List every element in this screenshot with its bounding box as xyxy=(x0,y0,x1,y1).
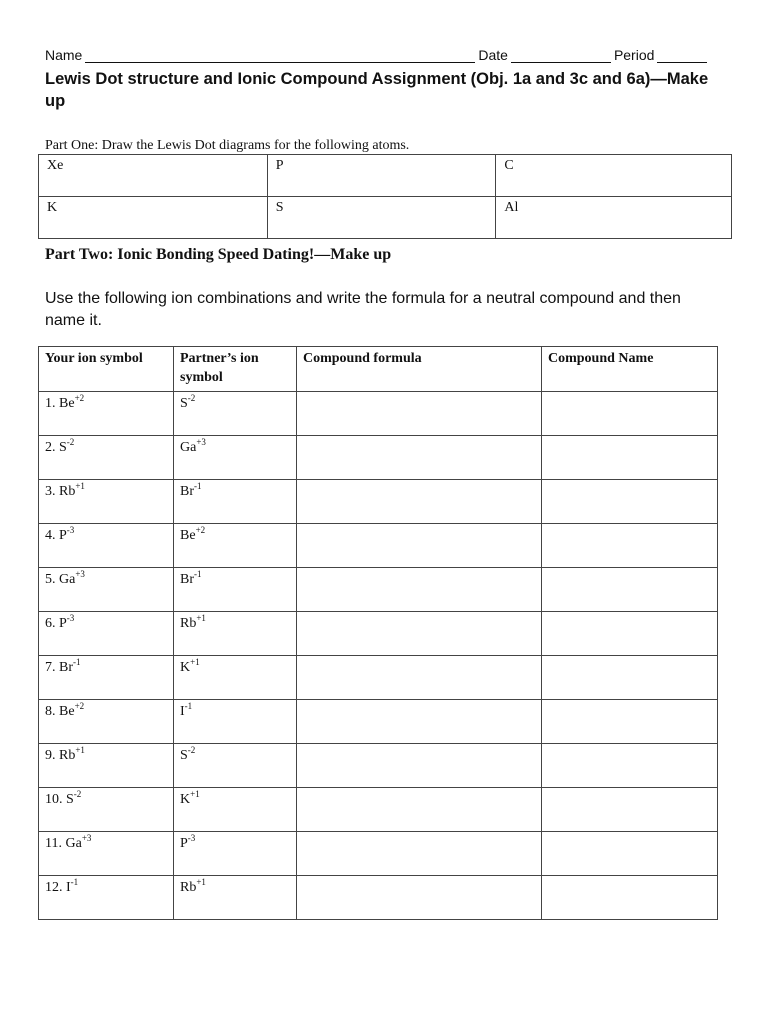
table-row xyxy=(39,788,718,832)
partner-ion-symbol: Rb xyxy=(180,616,197,631)
partner-ion-charge: -3 xyxy=(187,833,196,843)
partner-ion-charge: +3 xyxy=(196,437,206,447)
date-field[interactable] xyxy=(511,49,611,63)
your-ion-symbol: 9. Rb xyxy=(45,748,76,763)
part-one-label: Part One: Draw the Lewis Dot diagrams for the following atoms. xyxy=(45,138,410,153)
compound-formula-cell[interactable] xyxy=(297,700,542,744)
partner-ion-charge: -1 xyxy=(194,569,202,579)
partner-ion-charge: +1 xyxy=(196,877,206,887)
partner-ion-charge: +1 xyxy=(196,613,206,623)
partner-ion-cell xyxy=(174,876,297,920)
partner-ion-cell xyxy=(174,700,297,744)
compound-formula-cell[interactable] xyxy=(297,480,542,524)
table-row xyxy=(39,524,718,568)
your-ion-charge: +3 xyxy=(81,833,92,843)
your-ion-symbol: 10. S xyxy=(45,792,74,807)
partner-ion-symbol: S xyxy=(180,396,188,411)
partner-ion-cell xyxy=(174,480,297,524)
your-ion-charge: -2 xyxy=(66,437,75,447)
compound-name-cell[interactable] xyxy=(542,788,718,832)
compound-formula-cell[interactable] xyxy=(297,832,542,876)
table-header-row xyxy=(39,347,718,392)
column-header: Compound Name xyxy=(542,347,718,392)
your-ion-charge: +3 xyxy=(75,569,85,579)
partner-ion-symbol: Rb xyxy=(180,880,197,895)
your-ion-symbol: 5. Ga xyxy=(45,572,76,587)
compound-name-cell[interactable] xyxy=(542,612,718,656)
compound-name-cell[interactable] xyxy=(542,480,718,524)
your-ion-cell xyxy=(39,612,174,656)
table-row xyxy=(39,197,732,239)
partner-ion-cell xyxy=(174,568,297,612)
partner-ion-symbol: P xyxy=(180,836,188,851)
your-ion-cell xyxy=(39,568,174,612)
atom-cell[interactable]: P xyxy=(267,155,496,197)
your-ion-symbol: 11. Ga xyxy=(45,836,82,851)
instructions: Use the following ion combinations and write the formula for a neutral compound and then name it. xyxy=(45,290,681,329)
name-label: Name xyxy=(45,47,83,63)
your-ion-charge: -2 xyxy=(73,789,82,799)
compound-name-cell[interactable] xyxy=(542,744,718,788)
column-header: Your ion symbol xyxy=(39,347,174,392)
your-ion-cell xyxy=(39,436,174,480)
compound-name-cell[interactable] xyxy=(542,524,718,568)
compound-formula-cell[interactable] xyxy=(297,788,542,832)
your-ion-cell xyxy=(39,480,174,524)
table-row xyxy=(39,436,718,480)
partner-ion-charge: -1 xyxy=(184,701,193,711)
table-row xyxy=(39,155,732,197)
partner-ion-cell xyxy=(174,744,297,788)
atom-cell[interactable]: Xe xyxy=(39,155,268,197)
your-ion-symbol: 1. Be xyxy=(45,396,75,411)
partner-ion-symbol: I xyxy=(180,704,185,719)
compound-name-cell[interactable] xyxy=(542,832,718,876)
your-ion-cell xyxy=(39,744,174,788)
partner-ion-symbol: Br xyxy=(180,572,194,587)
table-row xyxy=(39,876,718,920)
atom-cell[interactable]: Al xyxy=(496,197,732,239)
table-row xyxy=(39,612,718,656)
partner-ion-symbol: K xyxy=(180,660,191,675)
table-row xyxy=(39,392,718,436)
partner-ion-charge: -1 xyxy=(194,481,202,491)
compound-name-cell[interactable] xyxy=(542,700,718,744)
your-ion-symbol: 2. S xyxy=(45,440,67,455)
partner-ion-charge: -2 xyxy=(187,745,196,755)
compound-name-cell[interactable] xyxy=(542,656,718,700)
date-label: Date xyxy=(478,47,508,63)
compound-formula-cell[interactable] xyxy=(297,612,542,656)
your-ion-cell xyxy=(39,876,174,920)
partner-ion-charge: -2 xyxy=(187,393,196,403)
atom-cell[interactable]: C xyxy=(496,155,732,197)
period-field[interactable] xyxy=(657,49,707,63)
atom-cell[interactable]: S xyxy=(267,197,496,239)
partner-ion-cell xyxy=(174,524,297,568)
your-ion-cell xyxy=(39,700,174,744)
table-row xyxy=(39,568,718,612)
your-ion-charge: -3 xyxy=(66,613,75,623)
atoms-table xyxy=(38,154,732,239)
your-ion-charge: +1 xyxy=(75,481,85,491)
your-ion-cell xyxy=(39,524,174,568)
partner-ion-charge: +1 xyxy=(190,789,200,799)
header-line xyxy=(45,47,715,63)
your-ion-symbol: 7. Br xyxy=(45,660,73,675)
your-ion-cell xyxy=(39,788,174,832)
your-ion-charge: -1 xyxy=(73,657,81,667)
your-ion-cell xyxy=(39,656,174,700)
compound-formula-cell[interactable] xyxy=(297,744,542,788)
your-ion-symbol: 3. Rb xyxy=(45,484,76,499)
your-ion-charge: +2 xyxy=(74,701,85,711)
your-ion-charge: -3 xyxy=(66,525,75,535)
partner-ion-symbol: Be xyxy=(180,528,196,543)
compound-formula-cell[interactable] xyxy=(297,524,542,568)
compound-name-cell[interactable] xyxy=(542,392,718,436)
your-ion-symbol: 8. Be xyxy=(45,704,75,719)
table-row xyxy=(39,700,718,744)
partner-ion-symbol: Ga xyxy=(180,440,197,455)
compound-formula-cell[interactable] xyxy=(297,392,542,436)
period-label: Period xyxy=(613,47,655,63)
your-ion-cell xyxy=(39,832,174,876)
your-ion-symbol: 4. P xyxy=(45,528,67,543)
table-row xyxy=(39,744,718,788)
table-row xyxy=(39,480,718,524)
column-header: Partner’s ion symbol xyxy=(174,347,297,392)
name-field[interactable] xyxy=(85,49,475,63)
compound-formula-cell[interactable] xyxy=(297,656,542,700)
your-ion-cell xyxy=(39,392,174,436)
your-ion-symbol: 12. I xyxy=(45,880,71,895)
partner-ion-cell xyxy=(174,832,297,876)
partner-ion-cell xyxy=(174,788,297,832)
part-two-heading: Part Two: Ionic Bonding Speed Dating!—Make up xyxy=(45,246,392,263)
compound-name-cell[interactable] xyxy=(542,876,718,920)
table-row xyxy=(39,656,718,700)
partner-ion-cell xyxy=(174,656,297,700)
partner-ion-charge: +1 xyxy=(190,657,200,667)
partner-ion-cell xyxy=(174,392,297,436)
page-title: Lewis Dot structure and Ionic Compound Assignment (Obj. 1a and 3c and 6a)—Make up xyxy=(45,70,709,110)
compound-formula-cell[interactable] xyxy=(297,436,542,480)
column-header: Compound formula xyxy=(297,347,542,392)
partner-ion-charge: +2 xyxy=(195,525,206,535)
your-ion-charge: -1 xyxy=(70,877,79,887)
ion-table xyxy=(38,346,718,920)
your-ion-charge: +1 xyxy=(75,745,85,755)
your-ion-charge: +2 xyxy=(74,393,85,403)
partner-ion-cell xyxy=(174,612,297,656)
partner-ion-symbol: S xyxy=(180,748,188,763)
compound-name-cell[interactable] xyxy=(542,568,718,612)
compound-name-cell[interactable] xyxy=(542,436,718,480)
your-ion-symbol: 6. P xyxy=(45,616,67,631)
partner-ion-symbol: Br xyxy=(180,484,194,499)
table-row xyxy=(39,832,718,876)
partner-ion-cell xyxy=(174,436,297,480)
atom-cell[interactable]: K xyxy=(39,197,268,239)
compound-formula-cell[interactable] xyxy=(297,568,542,612)
partner-ion-symbol: K xyxy=(180,792,191,807)
compound-formula-cell[interactable] xyxy=(297,876,542,920)
